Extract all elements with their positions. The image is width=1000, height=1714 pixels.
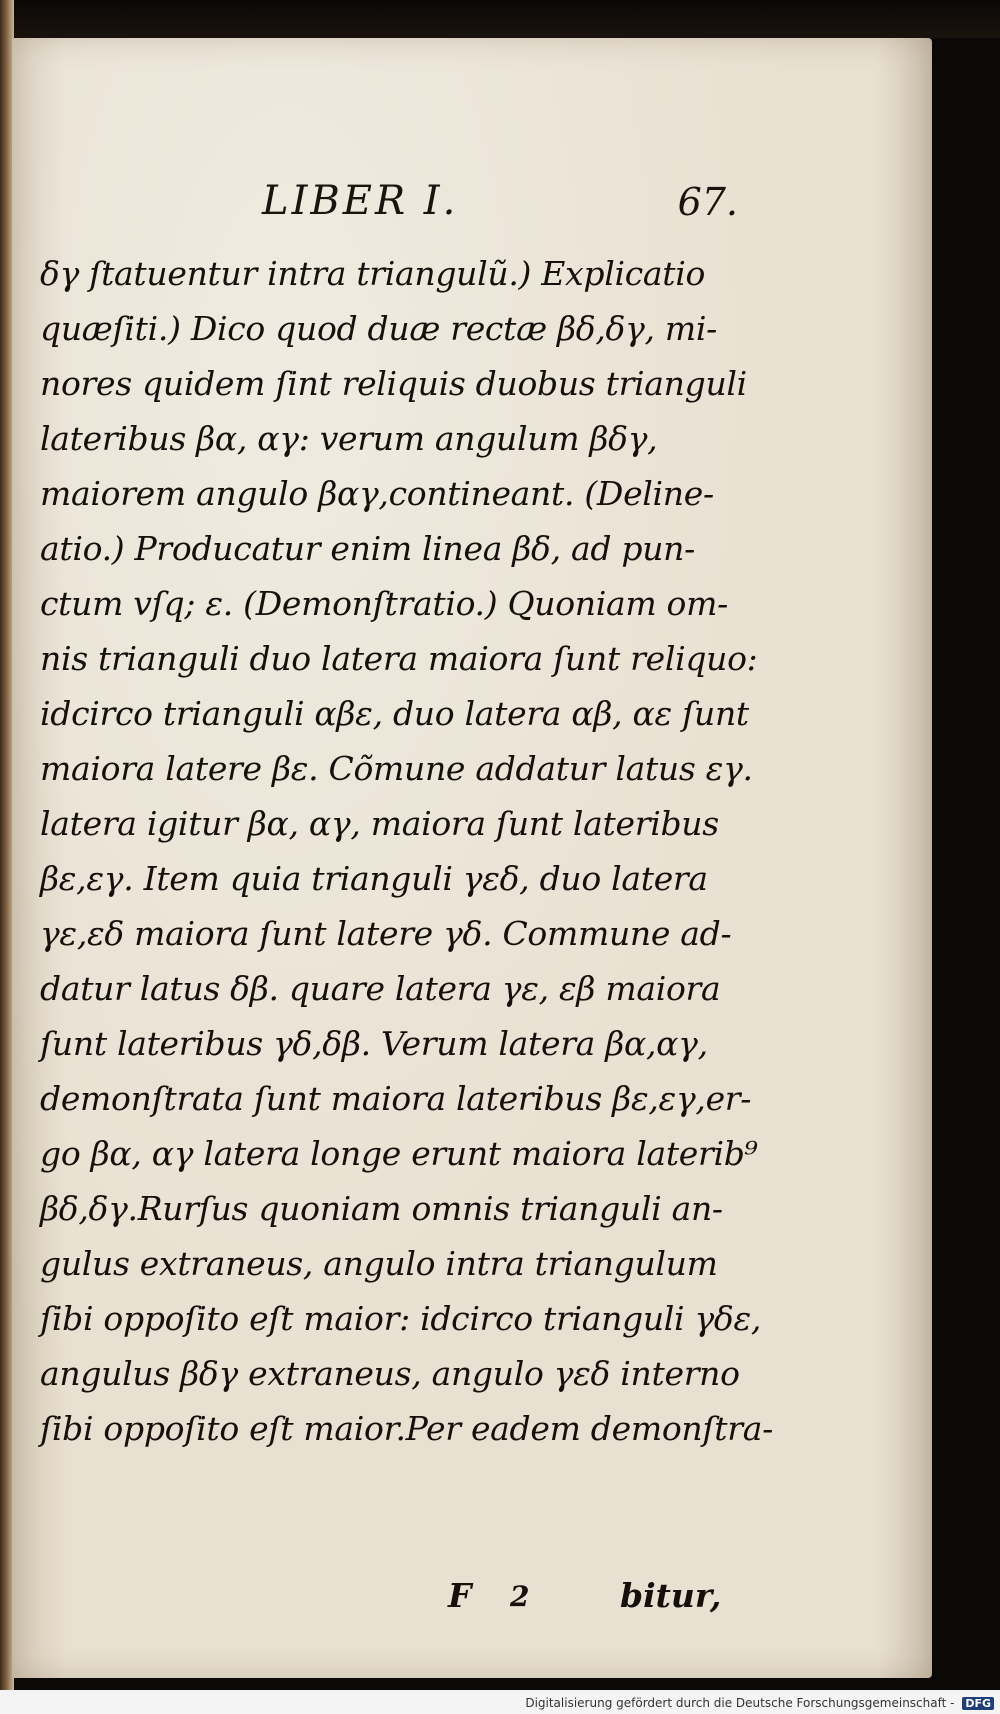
page-number: 67. xyxy=(677,180,738,224)
catchword: bitur, xyxy=(620,1576,722,1615)
text-line: ſibi oppoſito eſt maior.Per eadem demonſtra- xyxy=(40,1409,773,1448)
credit-bar xyxy=(0,1690,1000,1714)
text-line: ſibi oppoſito eſt maior: idcirco trianguli γδε, xyxy=(40,1299,762,1338)
text-line: δγ ſtatuentur intra triangulũ.) Explicatio xyxy=(40,254,706,293)
book-page xyxy=(12,38,932,1678)
signature-number: 2 xyxy=(510,1580,530,1613)
text-line: maiora latere βε. Cõmune addatur latus εγ. xyxy=(40,749,753,788)
text-line: latera igitur βα, αγ, maiora ſunt lateribus xyxy=(40,804,719,843)
text-line: demonſtrata ſunt maiora lateribus βε,εγ,er- xyxy=(40,1079,752,1118)
credit-text: Digitalisierung gefördert durch die Deutsche Forschungsgemeinschaft - xyxy=(525,1696,955,1710)
text-line: maiorem angulo βαγ,contineant. (Deline- xyxy=(40,474,714,513)
text-line: atio.) Producatur enim linea βδ, ad pun- xyxy=(40,529,695,568)
text-line: ſunt lateribus γδ,δβ. Verum latera βα,αγ, xyxy=(40,1024,708,1063)
dfg-logo: DFG xyxy=(962,1697,994,1710)
text-line: quæſiti.) Dico quod duæ rectæ βδ,δγ, mi- xyxy=(40,309,717,348)
text-line: βδ,δγ.Rurſus quoniam omnis trianguli an- xyxy=(40,1189,723,1228)
text-line: datur latus δβ. quare latera γε, εβ maiora xyxy=(40,969,721,1008)
text-line: idcirco trianguli αβε, duo latera αβ, αε ſunt xyxy=(40,694,749,733)
text-line: nores quidem ſint reliquis duobus trianguli xyxy=(40,364,747,403)
text-line: lateribus βα, αγ: verum angulum βδγ, xyxy=(40,419,658,458)
body-text xyxy=(40,246,773,1615)
text-line: angulus βδγ extraneus, angulo γεδ interno xyxy=(40,1354,740,1393)
text-line: go βα, αγ latera longe erunt maiora laterib⁹ xyxy=(40,1134,758,1173)
running-head xyxy=(48,178,738,224)
text-line: ctum vſq; ε. (Demonſtratio.) Quoniam om- xyxy=(40,584,728,623)
scan-top-border xyxy=(0,0,1000,38)
digitization-credit xyxy=(525,1696,994,1710)
text-line: gulus extraneus, angulo intra triangulum xyxy=(40,1244,718,1283)
text-line: βε,εγ. Item quia trianguli γεδ, duo latera xyxy=(40,859,708,898)
text-line: nis trianguli duo latera maiora ſunt reliquo: xyxy=(40,639,758,678)
running-head-title: LIBER I. xyxy=(262,178,459,224)
signature-mark: F xyxy=(448,1576,472,1615)
page-footer xyxy=(40,1576,740,1626)
text-line: γε,εδ maiora ſunt latere γδ. Commune ad- xyxy=(40,914,732,953)
